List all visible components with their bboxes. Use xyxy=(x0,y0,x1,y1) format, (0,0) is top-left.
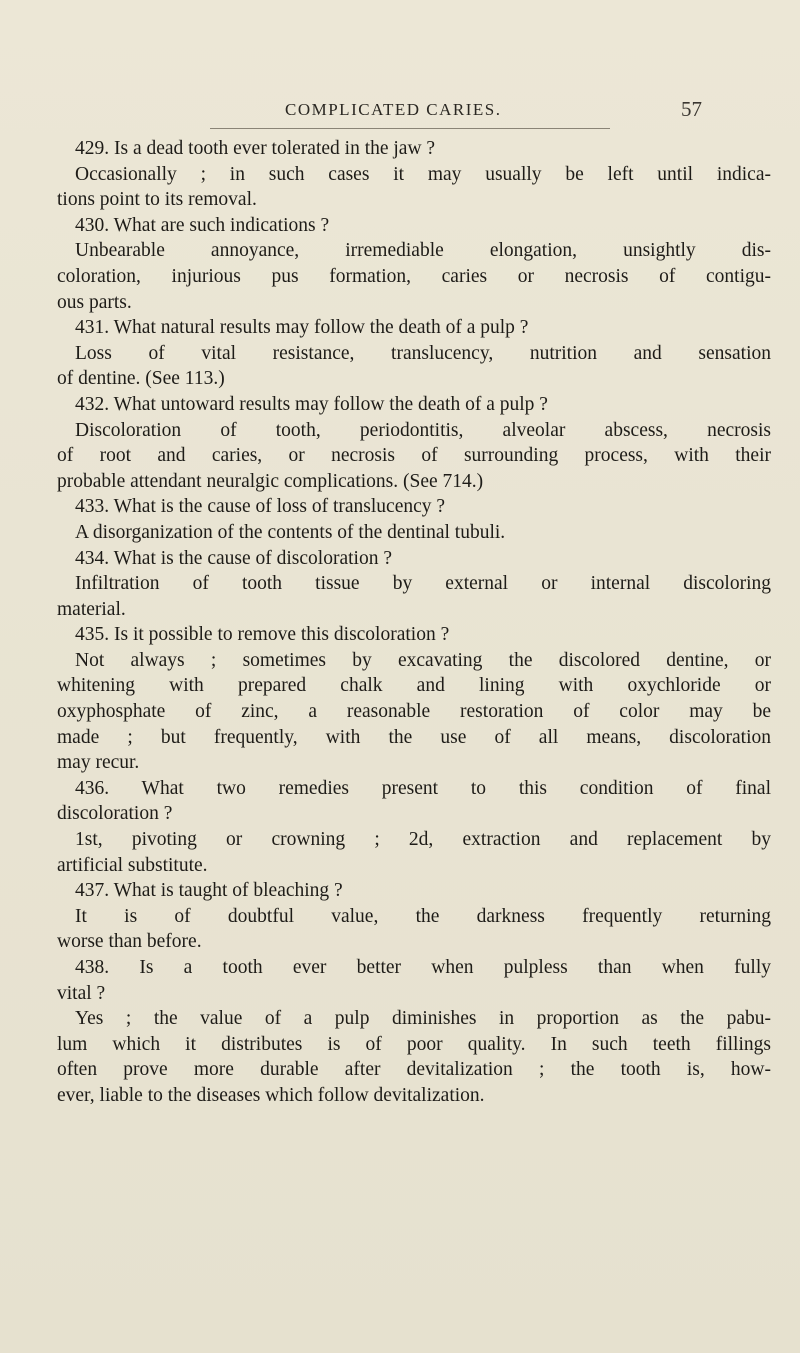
text-line: Not always ; sometimes by excavating the discolored dentine, or xyxy=(75,649,771,671)
text-line: 432. What untoward results may follow the death of a pulp ? xyxy=(75,393,548,415)
text-line: artificial substitute. xyxy=(57,854,208,876)
text-line: 435. Is it possible to remove this discoloration ? xyxy=(75,624,450,646)
text-line: 434. What is the cause of discoloration ? xyxy=(75,547,392,569)
text-line: lum which it distributes is of poor quality. In such teeth fillings xyxy=(57,1033,771,1055)
text-line: Occasionally ; in such cases it may usually be left until indica- xyxy=(75,163,771,185)
text-line: worse than before. xyxy=(57,931,202,953)
text-line: A disorganization of the contents of the dentinal tubuli. xyxy=(75,521,506,543)
text-line: It is of doubtful value, the darkness frequently returning xyxy=(75,905,771,927)
text-line: 1st, pivoting or crowning ; 2d, extraction and replacement by xyxy=(75,829,771,851)
text-line: material. xyxy=(57,598,126,620)
text-line: oxyphosphate of zinc, a reasonable restoration of color may be xyxy=(57,701,771,723)
page-number: 57 xyxy=(681,97,702,121)
header-rule xyxy=(210,128,610,129)
text-line: of root and caries, or necrosis of surrounding process, with their xyxy=(57,445,771,467)
text-line: vital ? xyxy=(57,982,106,1004)
text-line: ous parts. xyxy=(57,291,132,313)
text-line: of dentine. (See 113.) xyxy=(57,368,225,390)
text-line: may recur. xyxy=(57,752,140,774)
text-line: 430. What are such indications ? xyxy=(75,214,330,236)
text-line: whitening with prepared chalk and lining with oxychloride or xyxy=(57,675,771,697)
text-line: Yes ; the value of a pulp diminishes in proportion as the pabu- xyxy=(75,1008,771,1030)
text-line: 438. Is a tooth ever better when pulpless than when fully xyxy=(75,957,771,978)
text-line: 433. What is the cause of loss of translucency ? xyxy=(75,496,446,518)
text-line: 437. What is taught of bleaching ? xyxy=(75,880,343,902)
text-line: probable attendant neuralgic complications. (See 714.) xyxy=(57,470,484,492)
text-line: 429. Is a dead tooth ever tolerated in the jaw ? xyxy=(75,138,436,159)
page-header xyxy=(185,97,800,128)
text-line: Loss of vital resistance, translucency, nutrition and sensation xyxy=(75,342,771,364)
text-line: 431. What natural results may follow the death of a pulp ? xyxy=(75,317,529,339)
text-line: often prove more durable after devitalization ; the tooth is, how- xyxy=(57,1059,771,1081)
text-line: tions point to its removal. xyxy=(57,189,257,211)
running-title: COMPLICATED CARIES. xyxy=(285,100,502,119)
text-line: Discoloration of tooth, periodontitis, alveolar abscess, necrosis xyxy=(75,419,771,441)
text-line: ever, liable to the diseases which follow devitalization. xyxy=(57,1084,485,1106)
text-line: coloration, injurious pus formation, caries or necrosis of contigu- xyxy=(57,265,771,287)
text-line: discoloration ? xyxy=(57,803,173,825)
text-line: 436. What two remedies present to this condition of final xyxy=(75,777,771,799)
text-line: made ; but frequently, with the use of all means, discoloration xyxy=(57,726,771,748)
text-line: Infiltration of tooth tissue by external or internal discoloring xyxy=(75,573,771,595)
text-line: Unbearable annoyance, irremediable elongation, unsightly dis- xyxy=(75,240,771,262)
body-text xyxy=(57,136,771,1109)
